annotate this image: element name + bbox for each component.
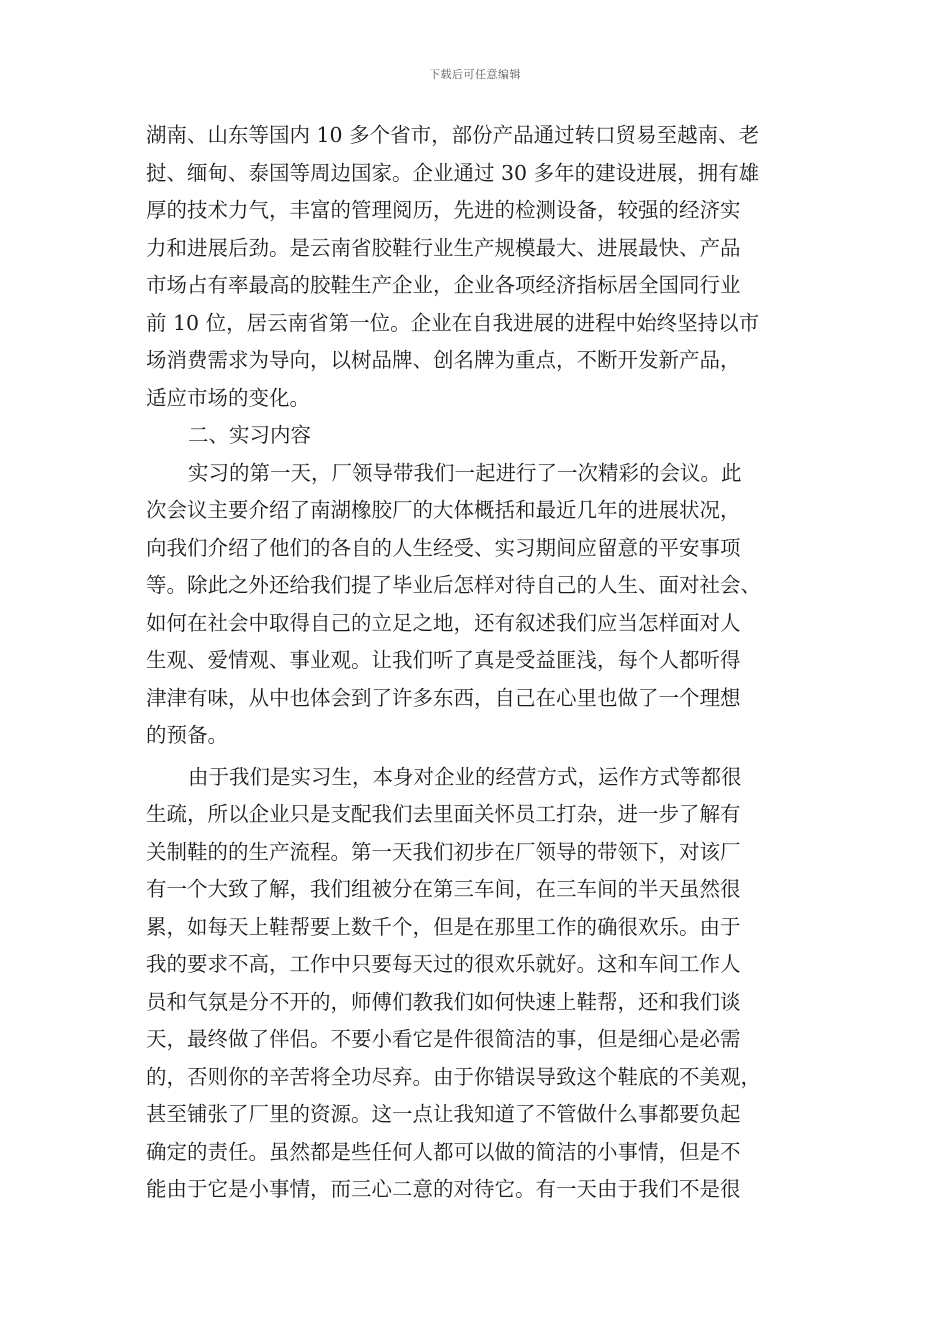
text-line: 关制鞋的的生产流程。第一天我们初步在厂领导的带领下，对该厂: [146, 839, 741, 864]
text-line: 员和气氛是分不开的，师傅们教我们如何快速上鞋帮，还和我们谈: [146, 989, 741, 1014]
text-line: 场消费需求为导向，以树品牌、创名牌为重点，不断开发新产品，: [146, 348, 741, 372]
text-line: 厚的技术力气，丰富的管理阅历，先进的检测设备，较强的经济实: [146, 198, 741, 222]
section-heading: [146, 417, 810, 455]
text-line: 甚至铺张了厂里的资源。这一点让我知道了不管做什么事都要负起: [146, 1102, 741, 1126]
text-line: 湖南、山东等国内 10 多个省市，部份产品通过转口贸易至越南、老: [146, 123, 760, 147]
text-line: 能由于它是小事情，而三心二意的对待它。有一天由于我们不是很: [146, 1177, 741, 1201]
text-line: 市场占有率最高的胶鞋生产企业，企业各项经济指标居全国同行业: [146, 273, 741, 297]
text-line: 力和进展后劲。是云南省胶鞋行业生产规模最大、进展最快、产品: [146, 235, 741, 260]
text-line: 生疏，所以企业只是支配我们去里面关怀员工打杂，进一步了解有: [146, 802, 741, 826]
text-line: 津津有味，从中也体会到了许多东西，自己在心里也做了一个理想: [146, 685, 741, 710]
text-line: 向我们介绍了他们的各自的人生经受、实习期间应留意的平安事项: [146, 535, 741, 560]
paragraph-company-intro: [146, 117, 810, 417]
document-body: [146, 117, 810, 1209]
section-title: 二、实习内容: [188, 423, 311, 447]
text-line: 适应市场的变化。: [146, 385, 310, 410]
text-line: 由于我们是实习生，本身对企业的经营方式，运作方式等都很: [188, 764, 742, 789]
text-line: 挝、缅甸、泰国等周边国家。企业通过 30 多年的建设进展，拥有雄: [146, 160, 760, 185]
text-line: 等。除此之外还给我们提了毕业后怎样对待自己的人生、面对社会、: [146, 573, 761, 597]
text-line: 如何在社会中取得自己的立足之地，还有叙述我们应当怎样面对人: [146, 610, 741, 635]
page-header: 下载后可任意编辑: [429, 68, 521, 81]
text-line: 的，否则你的辛苦将全功尽弃。由于你错误导致这个鞋底的不美观，: [146, 1064, 761, 1089]
text-line: 有一个大致了解，我们组被分在第三车间，在三车间的半天虽然很: [146, 877, 741, 901]
paragraph-first-day: [146, 455, 810, 755]
text-line: 次会议主要介绍了南湖橡胶厂的大体概括和最近几年的进展状况，: [146, 498, 741, 522]
text-line: 的预备。: [146, 723, 228, 747]
text-line: 我的要求不高，工作中只要每天过的很欢乐就好。这和车间工作人: [146, 952, 741, 976]
text-line: 确定的责任。虽然都是些任何人都可以做的简洁的小事情，但是不: [146, 1139, 741, 1164]
paragraph-workshop: [146, 759, 810, 1209]
text-line: 天，最终做了伴侣。不要小看它是件很简洁的事，但是细心是必需: [146, 1027, 741, 1051]
text-line: 累，如每天上鞋帮要上数千个，但是在那里工作的确很欢乐。由于: [146, 914, 741, 939]
text-line: 前 10 位，居云南省第一位。企业在自我进展的进程中始终坚持以市: [146, 310, 760, 335]
text-line: 实习的第一天，厂领导带我们一起进行了一次精彩的会议。此: [188, 460, 742, 485]
text-line: 生观、爱情观、事业观。让我们听了真是受益匪浅，每个人都听得: [146, 648, 741, 672]
